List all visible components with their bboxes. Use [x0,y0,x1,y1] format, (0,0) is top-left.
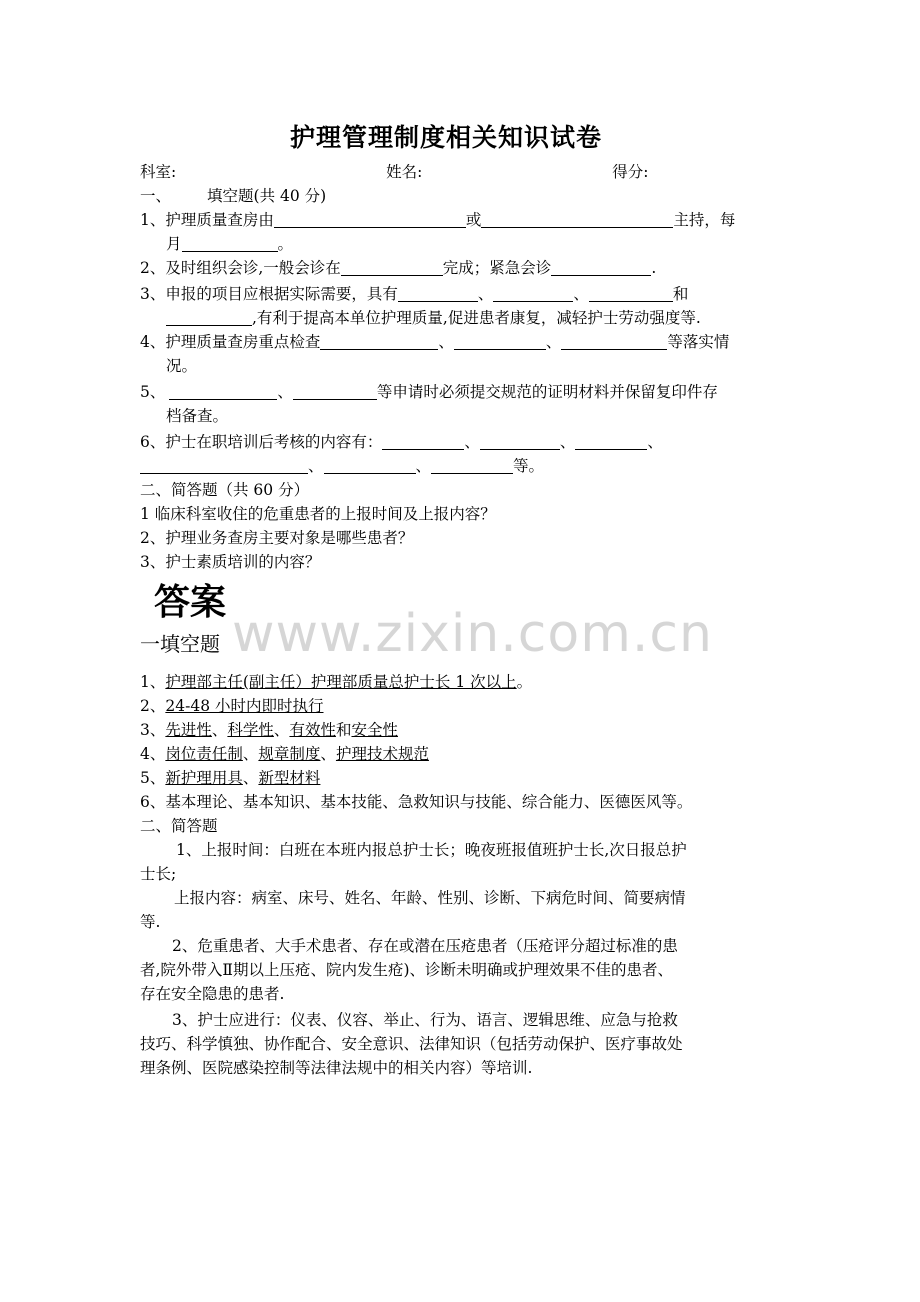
q5-end: 档备查。 [166,407,229,425]
answer-5-item-2: 新型材料 [258,769,321,787]
q3-and: 和 [672,285,689,303]
answer-b1-line3: 上报内容：病室、床号、姓名、年龄、性别、诊断、下病危时间、简要病情 [174,889,686,907]
answer-3-sep-1: 、 [211,721,228,739]
answer-b2-line2: 者,院外带入Ⅱ期以上压疮、院内发生疮)、诊断未明确或护理效果不佳的患者、 [140,961,674,979]
answer-3-item-2: 科学性 [227,721,274,739]
question-1 [140,208,735,232]
answer-1-number: 1、 [140,673,166,691]
answer-4-sep-1: 、 [242,745,259,763]
watermark-text: www.zixin.com.cn [232,604,713,664]
q1-text: 1、护理质量查房由 [140,211,274,229]
answer-5-number: 5、 [140,769,166,787]
answer-b2-line3: 存在安全隐患的患者. [140,985,285,1003]
answer-b3-line1: 3、护士应进行：仪表、仪容、举止、行为、语言、逻辑思维、应急与抢救 [172,1011,678,1029]
answer-1-end: 。 [516,673,533,691]
answer-3-item-1: 先进性 [165,721,212,739]
q1-blank-2[interactable] [481,211,673,228]
q1-blank-3[interactable] [182,235,278,252]
q2-mid: 完成；紧急会诊 [442,259,552,277]
question-3 [140,282,688,306]
answer-4-item-1: 岗位责任制 [165,745,243,763]
page-title: 护理管理制度相关知识试卷 [290,123,603,152]
answer-b2-line1: 2、危重患者、大手术患者、存在或潜在压疮患者（压疮评分超过标准的患 [172,937,678,955]
q4-blank-1[interactable] [320,333,438,350]
question-3-cont [166,306,701,330]
q1-blank-1[interactable] [274,211,466,228]
answer-5 [140,766,320,790]
answer-b1-line4: 等. [140,913,161,931]
q4-text: 4、护理质量查房重点检查 [140,333,321,351]
answers-title: 答案 [154,582,227,623]
q3-blank-1[interactable] [398,285,478,302]
answers-part2-heading: 二、简答题 [140,817,218,835]
question-5-cont [166,404,228,428]
q4-blank-3[interactable] [561,333,667,350]
answer-2-number: 2、 [140,697,166,715]
part2-heading: 二、简答题（共 60 分） [140,481,310,499]
q6-end: 等。 [513,457,545,475]
q3-blank-2[interactable] [493,285,573,302]
answer-4 [140,742,429,766]
q1-tail: 主持，每 [673,211,736,229]
q6-blank-6[interactable] [431,457,513,474]
dept-label: 科室: [140,163,177,181]
q6-blank-3[interactable] [575,433,647,450]
q6-sep-5: 、 [415,457,432,475]
q3-text: 3、申报的项目应根据实际需要，具有 [140,285,398,303]
answer-4-number: 4、 [140,745,166,763]
answer-3-and: 和 [335,721,352,739]
q6-sep-3: 、 [647,433,663,451]
answer-3-item-3: 有效性 [289,721,336,739]
answer-2 [140,694,324,718]
q1-month: 月 [166,235,182,253]
q6-blank-5[interactable] [324,457,416,474]
part1-title: 填空题(共 40 分) [207,187,327,205]
question-5 [140,380,718,404]
q6-sep-2: 、 [559,433,576,451]
q5-sep: 、 [277,383,293,401]
short-question-3: 3、护士素质培训的内容？ [140,553,321,571]
q6-blank-1[interactable] [382,433,464,450]
q5-tail: 等申请时必须提交规范的证明材料并保留复印件存 [376,383,718,401]
q3-sep-1: 、 [477,285,494,303]
q6-sep-4: 、 [308,457,324,475]
q1-end: 。 [277,235,294,253]
answer-3-number: 3、 [140,721,166,739]
answer-5-sep: 、 [242,769,259,787]
answer-6: 6、基本理论、基本知识、基本技能、急救知识与技能、综合能力、医德医风等。 [140,793,693,811]
q5-number: 5、 [140,383,166,401]
q3-blank-3[interactable] [589,285,673,302]
question-4-cont [166,354,197,378]
q2-end: . [651,259,657,277]
q4-tail: 等落实情 [667,333,730,351]
part1-heading [140,184,326,208]
q6-text: 6、护士在职培训后考核的内容有： [140,433,383,451]
q4-blank-2[interactable] [454,333,546,350]
answer-b3-line2: 技巧、科学慎独、协作配合、安全意识、法律知识（包括劳动保护、医疗事故处 [140,1035,683,1053]
answer-3 [140,718,398,742]
header-row [140,160,648,184]
q5-blank-2[interactable] [293,383,377,400]
answer-4-sep-2: 、 [320,745,336,763]
q1-or: 或 [465,211,482,229]
answer-b3-line3: 理条例、医院感染控制等法律法规中的相关内容）等培训. [140,1059,533,1077]
q4-sep-2: 、 [545,333,562,351]
q2-blank-2[interactable] [551,259,651,276]
short-question-2: 2、护理业务查房主要对象是哪些患者？ [140,529,414,547]
answer-1-text: 护理部主任(副主任）护理部质量总护士长 1 次以上 [165,673,517,691]
question-6-cont [140,454,544,478]
q3-blank-4[interactable] [166,309,252,326]
q3-sep-2: 、 [573,285,589,303]
answer-4-item-2: 规章制度 [258,745,321,763]
answers-subtitle: 一填空题 [140,632,220,656]
short-question-1: 1 临床科室收住的危重患者的上报时间及上报内容？ [140,505,496,523]
q5-blank-1[interactable] [169,383,277,400]
q2-blank-1[interactable] [341,259,443,276]
name-label: 姓名: [386,163,423,181]
q3-tail: ,有利于提高本单位护理质量,促进患者康复，减轻护士劳动强度等. [252,309,701,327]
q6-blank-2[interactable] [480,433,560,450]
q6-sep-1: 、 [464,433,480,451]
question-4 [140,330,729,354]
part1-number: 一、 [140,187,172,205]
answer-4-item-3: 护理技术规范 [335,745,429,763]
q4-end: 况。 [166,357,198,375]
answer-b1-line1: 1、上报时间：白班在本班内报总护士长；晚夜班报值班护士长,次日报总护 [176,841,687,859]
q2-text: 2、及时组织会诊,一般会诊在 [140,259,341,277]
answer-3-item-4: 安全性 [351,721,398,739]
question-1-cont [166,232,293,256]
answer-2-text: 24-48 小时内即时执行 [165,697,324,715]
q4-sep-1: 、 [438,333,454,351]
question-6 [140,430,663,454]
answer-1 [140,670,532,694]
answer-b1-line2: 士长; [140,865,177,883]
question-2 [140,256,656,280]
answer-3-sep-2: 、 [273,721,290,739]
q6-blank-4[interactable] [140,457,308,474]
score-label: 得分: [612,163,649,181]
answer-5-item-1: 新护理用具 [165,769,243,787]
